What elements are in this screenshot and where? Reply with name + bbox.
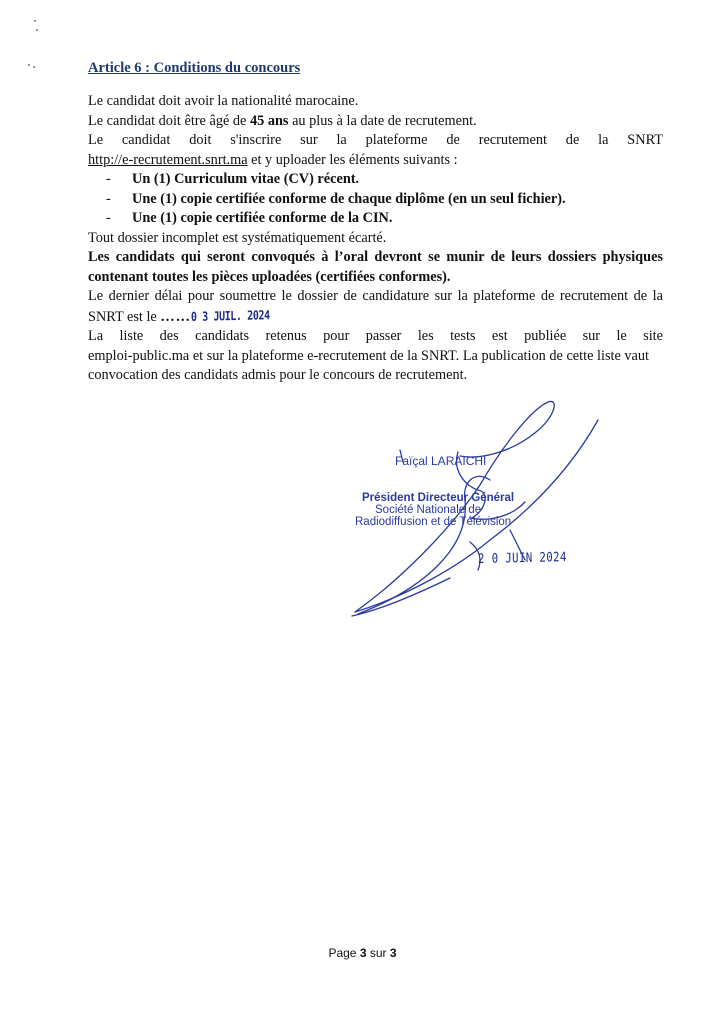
document-label: Une (1) copie certifiée conforme de la CIN. [132, 210, 393, 226]
deadline-date-line [88, 307, 663, 328]
age-text-after: au plus à la date de recrutement. [288, 112, 477, 129]
deadline-line: Le dernier délai pour soumettre le dossier de candidature sur la plateforme de recrutement de la [88, 288, 663, 304]
age-text-before: Le candidat doit être âgé de [88, 112, 250, 129]
document-label: Une (1) copie certifiée conforme de chaque diplôme (en un seul fichier). [132, 190, 566, 207]
signature-stamp [340, 390, 640, 630]
deadline-dots: …… [160, 308, 191, 325]
deadline-date-stamp: 0 3 JUIL. 2024 [190, 306, 270, 324]
scan-speck [28, 64, 30, 66]
organization-line-2: Radiodiffusion et de Télévision [355, 516, 512, 528]
scan-speck [34, 20, 36, 22]
required-documents-list [88, 170, 663, 229]
oral-exam-notice: Les candidats qui seront convoqués à l’oral devront se munir de leurs dossiers physiques contenant toutes les pièces uploadées (certifiées conformes). [88, 249, 663, 285]
list-item [88, 209, 663, 229]
nationality-requirement: Le candidat doit avoir la nationalité marocaine. [88, 93, 359, 109]
publication-line: La liste des candidats retenus pour passer les tests est publiée sur le site [88, 328, 663, 344]
age-limit: 45 ans [249, 112, 289, 129]
list-item [88, 190, 663, 210]
article-heading: Article 6 : Conditions du concours [88, 60, 301, 76]
document-label: Un (1) Curriculum vitae (CV) récent. [132, 171, 360, 187]
signatory-title: Président Directeur Général [362, 492, 515, 504]
scan-speck [36, 29, 38, 31]
page-footer [0, 946, 725, 960]
scan-speck [33, 66, 35, 68]
page-of-label: sur [366, 946, 390, 960]
total-page-number: 3 [389, 946, 397, 960]
registration-link-line [88, 151, 663, 171]
list-dash: - [106, 190, 111, 207]
recruitment-platform-link[interactable]: http://e-recrutement.snrt.ma [88, 151, 248, 168]
publication-details: emploi-public.ma et sur la plateforme e-recrutement de la SNRT. La publication de cette liste vaut convocation des candidats admis pour le concours de recrutement. [88, 347, 650, 383]
current-page-number: 3 [359, 946, 367, 960]
list-dash: - [106, 210, 111, 226]
incomplete-file-notice: Tout dossier incomplet est systématiquement écarté. [88, 229, 387, 246]
signature-date-stamp: 2 0 JUIN 2024 [477, 550, 567, 567]
age-requirement [88, 112, 663, 132]
upload-instruction: et y uploader les éléments suivants : [247, 151, 458, 168]
deadline-prefix: SNRT est le [88, 308, 161, 325]
page-label: Page [328, 946, 360, 960]
organization-line-1: Société Nationale de [375, 504, 482, 516]
list-dash: - [106, 171, 111, 187]
signatory-name: Faïçal LARAICHI [395, 454, 487, 468]
list-item [88, 170, 663, 190]
article-body [88, 92, 663, 386]
registration-line: Le candidat doit s'inscrire sur la plateforme de recrutement de la SNRT [88, 132, 663, 148]
